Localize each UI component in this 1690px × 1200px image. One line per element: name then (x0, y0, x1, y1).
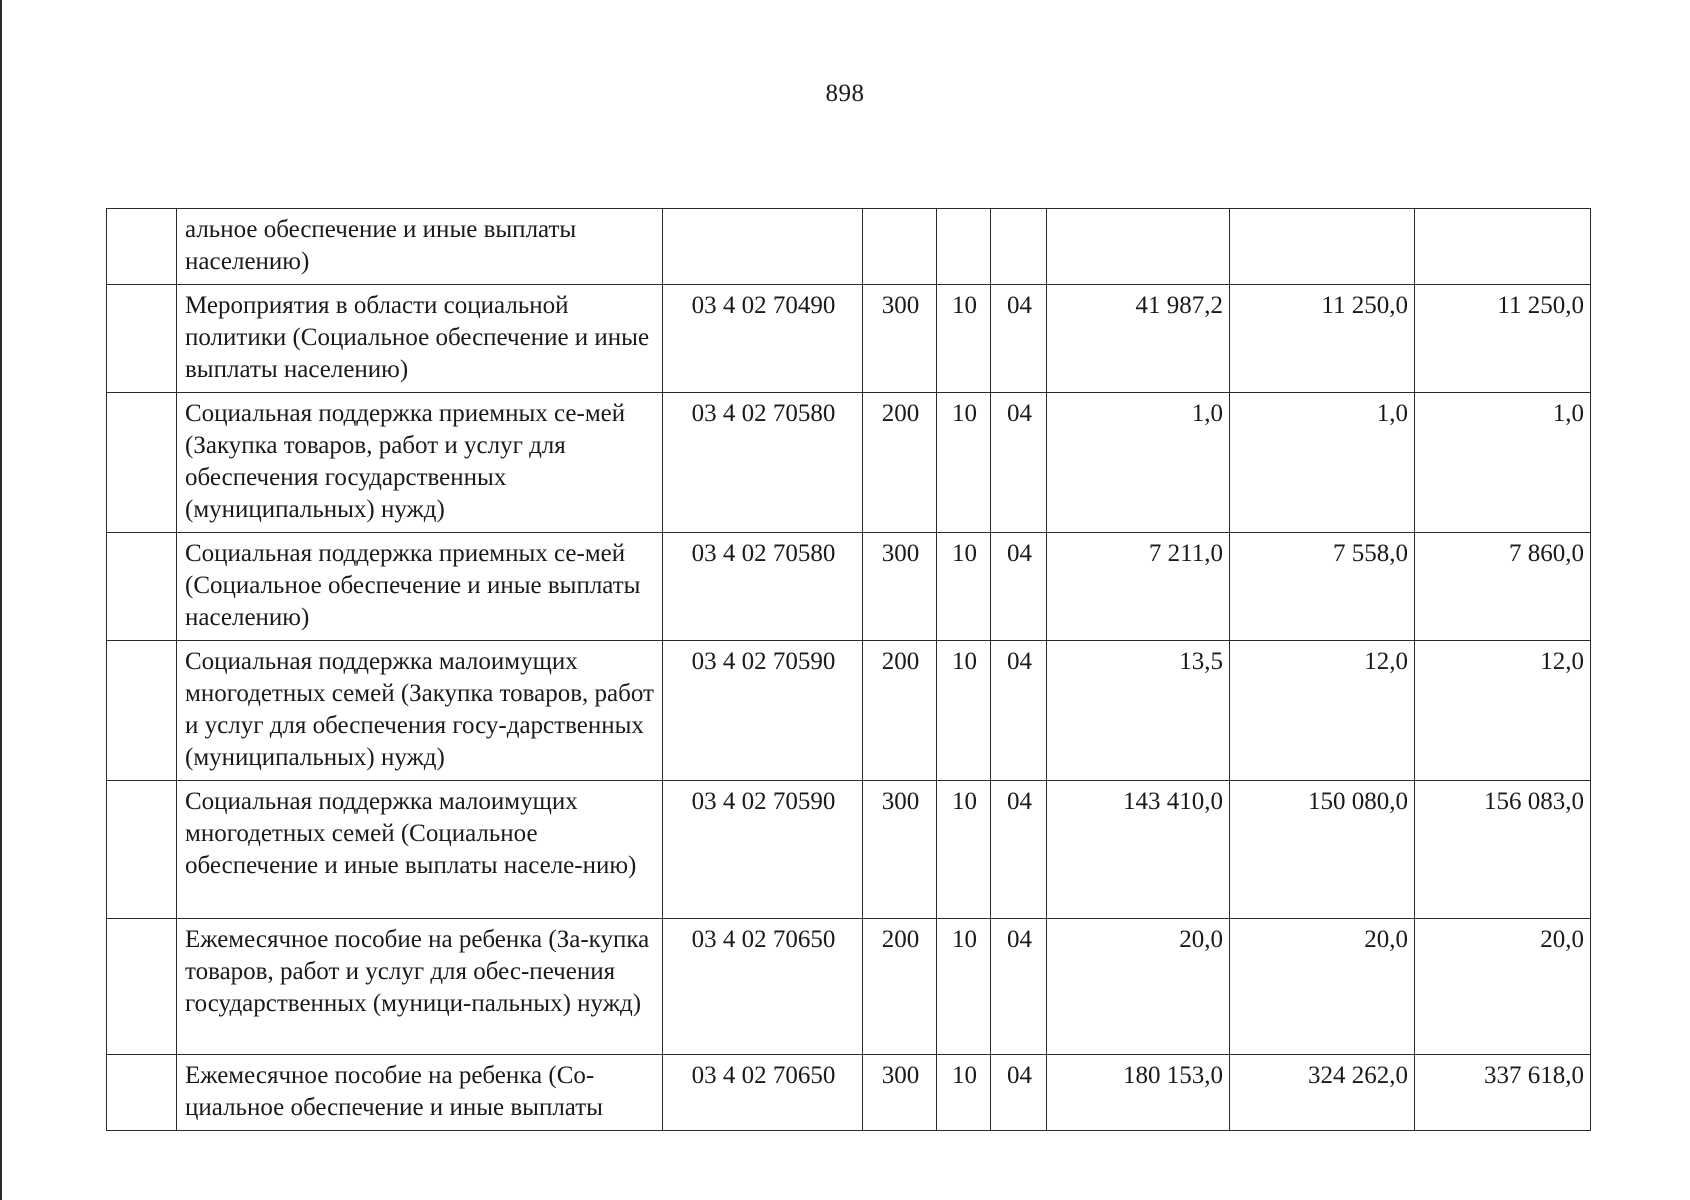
budget-table (106, 208, 1591, 1131)
row-number-cell (107, 641, 177, 781)
item-name-cell: Социальная поддержка малоимущих многодетных семей (Закупка товаров, работ и услуг для обеспечения госу-дарственных (муниципальных) нужд) (177, 641, 663, 781)
section-cell: 10 (937, 641, 991, 781)
table-row (107, 393, 1591, 533)
table-row (107, 781, 1591, 919)
subsection-cell: 04 (991, 919, 1047, 1055)
item-name-cell: Ежемесячное пособие на ребенка (За-купка товаров, работ и услуг для обес-печения государственных (муници-пальных) нужд) (177, 919, 663, 1055)
amount-2-cell: 11 250,0 (1230, 285, 1415, 393)
section-cell: 10 (937, 285, 991, 393)
expense-type-cell: 200 (863, 393, 937, 533)
table-row (107, 209, 1591, 285)
subsection-cell: 04 (991, 533, 1047, 641)
amount-1-cell: 20,0 (1047, 919, 1230, 1055)
row-number-cell (107, 209, 177, 285)
section-cell: 10 (937, 919, 991, 1055)
row-number-cell (107, 285, 177, 393)
target-code-cell: 03 4 02 70580 (663, 533, 863, 641)
page-left-edge (0, 0, 2, 1200)
amount-2-cell (1230, 209, 1415, 285)
amount-1-cell: 1,0 (1047, 393, 1230, 533)
item-name-cell: Социальная поддержка приемных се-мей (Закупка товаров, работ и услуг для обеспечения государственных (муниципальных) нужд) (177, 393, 663, 533)
amount-3-cell: 7 860,0 (1415, 533, 1591, 641)
amount-2-cell: 7 558,0 (1230, 533, 1415, 641)
expense-type-cell (863, 209, 937, 285)
amount-1-cell: 7 211,0 (1047, 533, 1230, 641)
amount-3-cell (1415, 209, 1591, 285)
row-number-cell (107, 1055, 177, 1131)
amount-2-cell: 12,0 (1230, 641, 1415, 781)
row-number-cell (107, 533, 177, 641)
subsection-cell: 04 (991, 781, 1047, 919)
amount-3-cell: 11 250,0 (1415, 285, 1591, 393)
target-code-cell: 03 4 02 70590 (663, 781, 863, 919)
amount-1-cell: 180 153,0 (1047, 1055, 1230, 1131)
amount-3-cell: 1,0 (1415, 393, 1591, 533)
row-number-cell (107, 781, 177, 919)
item-name-cell: Мероприятия в области социальной политики (Социальное обеспечение и иные выплаты населению) (177, 285, 663, 393)
section-cell (937, 209, 991, 285)
item-name-cell: Ежемесячное пособие на ребенка (Со-циальное обеспечение и иные выплаты (177, 1055, 663, 1131)
row-number-cell (107, 393, 177, 533)
amount-2-cell: 324 262,0 (1230, 1055, 1415, 1131)
expense-type-cell: 300 (863, 285, 937, 393)
amount-3-cell: 12,0 (1415, 641, 1591, 781)
amount-1-cell (1047, 209, 1230, 285)
target-code-cell: 03 4 02 70590 (663, 641, 863, 781)
table-row (107, 1055, 1591, 1131)
amount-3-cell: 337 618,0 (1415, 1055, 1591, 1131)
row-number-cell (107, 919, 177, 1055)
target-code-cell (663, 209, 863, 285)
target-code-cell: 03 4 02 70650 (663, 919, 863, 1055)
item-name-cell: Социальная поддержка приемных се-мей (Социальное обеспечение и иные выплаты населению) (177, 533, 663, 641)
subsection-cell: 04 (991, 393, 1047, 533)
subsection-cell: 04 (991, 285, 1047, 393)
subsection-cell: 04 (991, 1055, 1047, 1131)
section-cell: 10 (937, 393, 991, 533)
amount-1-cell: 41 987,2 (1047, 285, 1230, 393)
amount-2-cell: 1,0 (1230, 393, 1415, 533)
table-row (107, 641, 1591, 781)
amount-1-cell: 143 410,0 (1047, 781, 1230, 919)
table-row (107, 533, 1591, 641)
amount-3-cell: 156 083,0 (1415, 781, 1591, 919)
page-number: 898 (825, 80, 865, 107)
target-code-cell: 03 4 02 70580 (663, 393, 863, 533)
expense-type-cell: 300 (863, 781, 937, 919)
target-code-cell: 03 4 02 70490 (663, 285, 863, 393)
expense-type-cell: 300 (863, 1055, 937, 1131)
amount-2-cell: 150 080,0 (1230, 781, 1415, 919)
subsection-cell (991, 209, 1047, 285)
section-cell: 10 (937, 781, 991, 919)
table-row (107, 285, 1591, 393)
subsection-cell: 04 (991, 641, 1047, 781)
item-name-cell: альное обеспечение и иные выплаты населению) (177, 209, 663, 285)
item-name-cell: Социальная поддержка малоимущих многодетных семей (Социальное обеспечение и иные выплаты населе-нию) (177, 781, 663, 919)
section-cell: 10 (937, 1055, 991, 1131)
table-row (107, 919, 1591, 1055)
expense-type-cell: 200 (863, 919, 937, 1055)
amount-2-cell: 20,0 (1230, 919, 1415, 1055)
target-code-cell: 03 4 02 70650 (663, 1055, 863, 1131)
section-cell: 10 (937, 533, 991, 641)
expense-type-cell: 200 (863, 641, 937, 781)
expense-type-cell: 300 (863, 533, 937, 641)
amount-1-cell: 13,5 (1047, 641, 1230, 781)
amount-3-cell: 20,0 (1415, 919, 1591, 1055)
